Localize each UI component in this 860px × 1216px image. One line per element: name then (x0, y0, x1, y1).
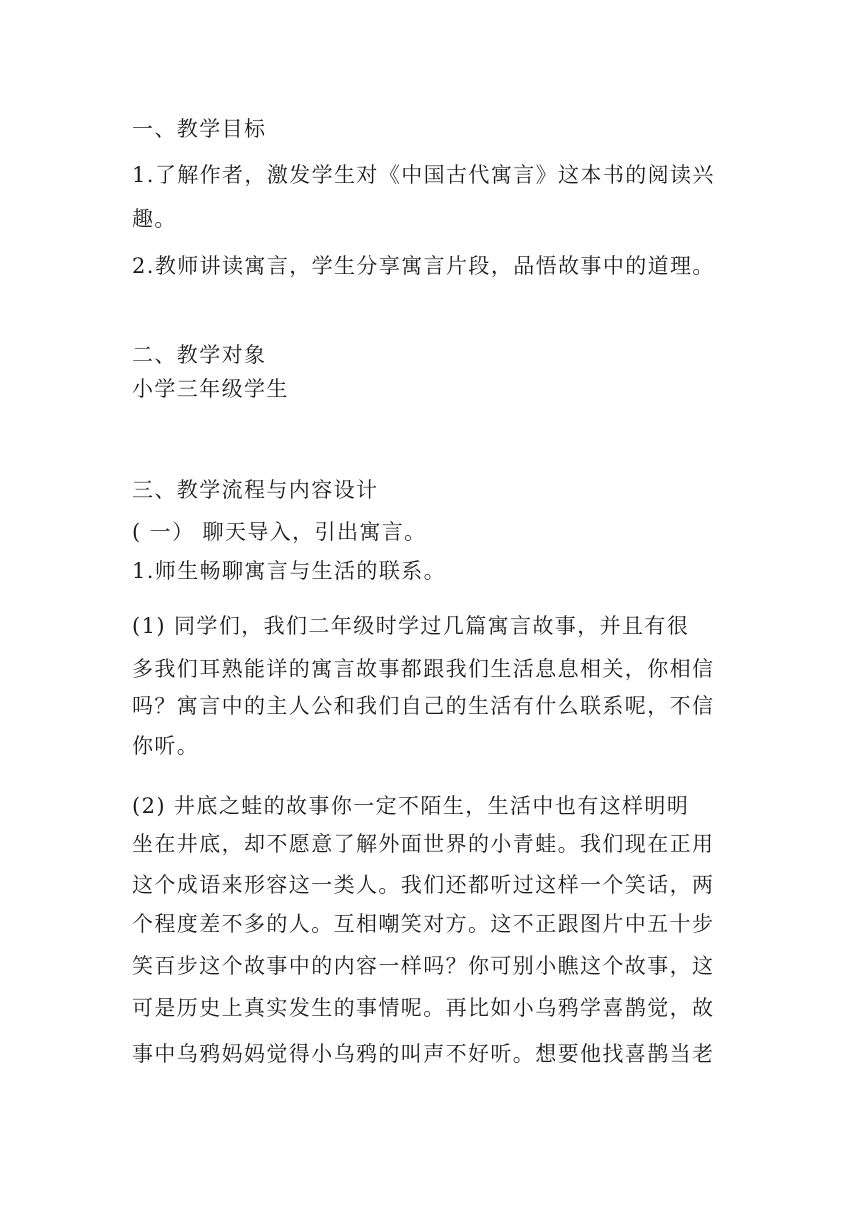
paragraph-line: (2) 井底之蛙的故事你一定不陌生，生活中也有这样明明 (132, 794, 690, 818)
paragraph-line: 个程度差不多的人。互相嘲笑对方。这不正跟图片中五十步 (132, 912, 715, 936)
objective-line: 2.教师讲读寓言，学生分享寓言片段，品悟故事中的道理。 (132, 254, 715, 278)
objective-line: 1.了解作者，激发学生对《中国古代寓言》这本书的阅读兴 (132, 163, 715, 187)
section-heading-process: 三、教学流程与内容设计 (132, 478, 379, 502)
paragraph-line: 笑百步这个故事中的内容一样吗？你可别小瞧这个故事，这 (132, 954, 715, 978)
paragraph-line: (1) 同学们，我们二年级时学过几篇寓言故事，并且有很 (132, 614, 690, 638)
section-heading-audience: 二、教学对象 (132, 343, 267, 367)
paragraph-line: 事中乌鸦妈妈觉得小乌鸦的叫声不好听。想要他找喜鹊当老 (132, 1042, 715, 1066)
audience-line: 小学三年级学生 (132, 377, 289, 401)
process-line: 1.师生畅聊寓言与生活的联系。 (132, 559, 447, 583)
paragraph-line: 多我们耳熟能详的寓言故事都跟我们生活息息相关，你相信 (132, 657, 715, 681)
paragraph-line: 这个成语来形容这一类人。我们还都听过这样一个笑话，两 (132, 873, 715, 897)
section-heading-objectives: 一、教学目标 (132, 117, 267, 141)
paragraph-line: 吗？寓言中的主人公和我们自己的生活有什么联系呢，不信 (132, 694, 715, 718)
paragraph-line: 你听。 (132, 734, 200, 758)
process-line: ( 一） 聊天导入，引出寓言。 (132, 520, 427, 544)
paragraph-line: 坐在井底，却不愿意了解外面世界的小青蛙。我们现在正用 (132, 832, 715, 856)
objective-line: 趣。 (132, 207, 177, 231)
paragraph-line: 可是历史上真实发生的事情呢。再比如小乌鸦学喜鹊觉，故 (132, 996, 715, 1020)
